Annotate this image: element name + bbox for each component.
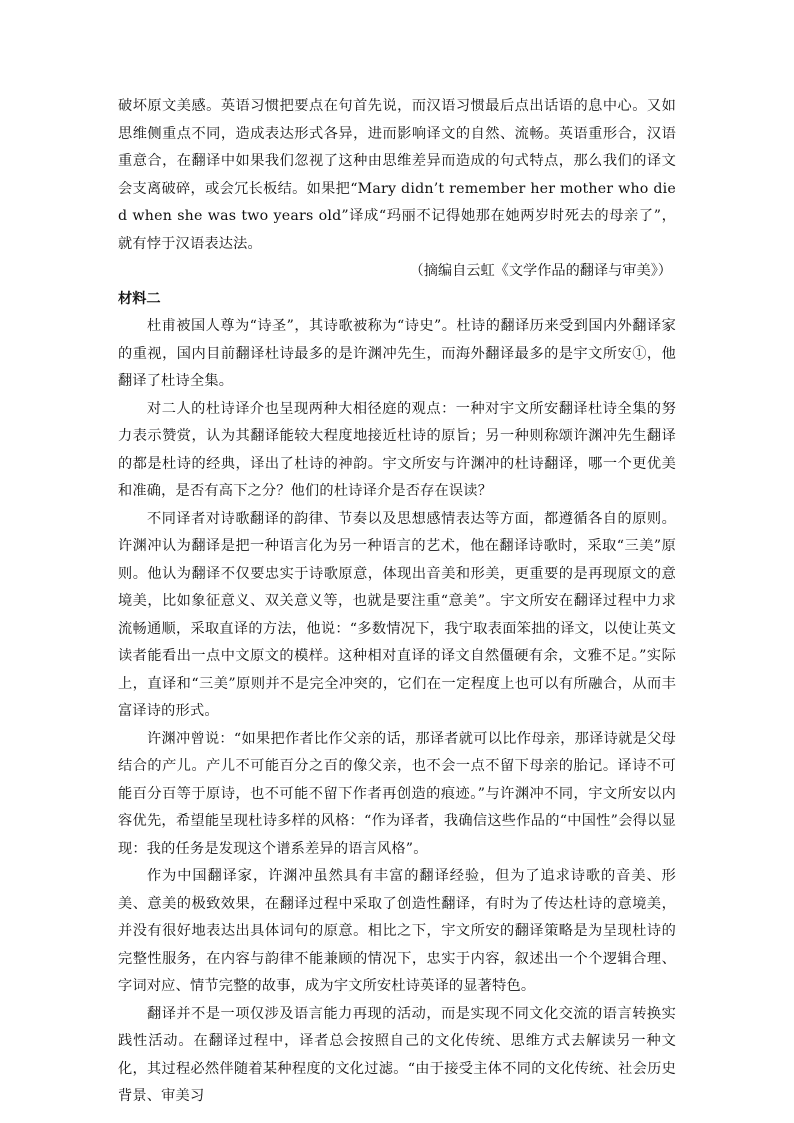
paragraph-translation-principles: 不同译者对诗歌翻译的韵律、节奏以及思想感情表达等方面，都遵循各自的原则。许渊冲认为翻译是把一种语言化为另一种语言的艺术，他在翻译诗歌时，采取“三美”原则。他认为翻译不仅要忠实于诗歌原意，体现出音美和形美，更重要的是再现原文的意境美，比如象征意义、双关意义等，也就是要注重“意美”。宇文所安在翻译过程中力求流畅通顺，采取直译的方法，他说：“多数情况下，我宁取表面笨拙的译文，以使让英文读者能看出一点中文原文的模样。这种相对直译的译文自然僵硬有余，文雅不足。”实际上，直译和“三美”原则并不是完全冲突的，它们在一定程度上也可以有所融合，从而丰富译诗的形式。 bbox=[118, 510, 676, 719]
paragraph-two-views: 对二人的杜诗译介也呈现两种大相径庭的观点：一种对宇文所安翻译杜诗全集的努力表示赞赏，认为其翻译能较大程度地接近杜诗的原旨；另一种则称颂许渊冲先生翻译的都是杜诗的经典，译出了杜诗的神韵。宇文所安与许渊冲的杜诗翻译，哪一个更优美和准确，是否有高下之分？他们的杜诗译介是否存在误读？ bbox=[118, 400, 676, 499]
paragraph-cultural-filtering: 翻译并不是一项仅涉及语言能力再现的活动，而是实现不同文化交流的语言转换实践性活动。在翻译过程中，译者总会按照自己的文化传统、思维方式去解读另一种文化，其过程必然伴随着某种程度的文化过滤。“由于接受主体不同的文化传统、社会历史背景、审美习 bbox=[118, 1005, 676, 1104]
document-page bbox=[118, 93, 676, 1111]
paragraph-intro-continuation: 破坏原文美感。英语习惯把要点在句首先说，而汉语习惯最后点出话语的息中心。又如思维侧重点不同，造成表达形式各异，进而影响译文的自然、流畅。英语重形合，汉语重意合，在翻译中如果我们忽视了这种由思维差异而造成的句式特点，那么我们的译文会支离破碎，或会冗长板结。如果把“Mary didn’t remember her mother who died when she was two years old”译成“玛丽不记得她那在她两岁时死去的母亲了”，就有悖于汉语表达法。 bbox=[118, 98, 676, 252]
paragraph-comparison: 作为中国翻译家，许渊冲虽然具有丰富的翻译经验，但为了追求诗歌的音美、形美、意美的极致效果，在翻译过程中采取了创造性翻译，有时为了传达杜诗的意境美，并没有很好地表达出具体词句的原意。相比之下，宇文所安的翻译策略是为呈现杜诗的完整性服务，在内容与韵律不能兼顾的情况下，忠实于内容，叙述出一个个逻辑合理、字词对应、情节完整的故事，成为宇文所安杜诗英译的显著特色。 bbox=[118, 868, 676, 994]
section-heading-material-two: 材料二 bbox=[118, 290, 161, 307]
paragraph-xu-quote: 许渊冲曾说：“如果把作者比作父亲的话，那译者就可以比作母亲，那译诗就是父母结合的产儿。产儿不可能百分之百的像父亲，也不会一点不留下母亲的胎记。译诗不可能百分百等于原诗，也不可能不留下作者再创造的痕迹。”与许渊冲不同，宇文所安以内容优先，希望能呈现杜诗多样的风格：“作为译者，我确信这些作品的“中国性”会得以显现：我的任务是发现这个谱系差异的语言风格”。 bbox=[118, 730, 676, 857]
paragraph-du-fu-intro: 杜甫被国人尊为“诗圣”，其诗歌被称为“诗史”。杜诗的翻译历来受到国内外翻译家的重视，国内目前翻译杜诗最多的是许渊冲先生，而海外翻译最多的是宇文所安①，他翻译了杜诗全集。 bbox=[118, 318, 676, 389]
source-citation: （摘编自云虹《文学作品的翻译与审美》） bbox=[409, 263, 672, 279]
